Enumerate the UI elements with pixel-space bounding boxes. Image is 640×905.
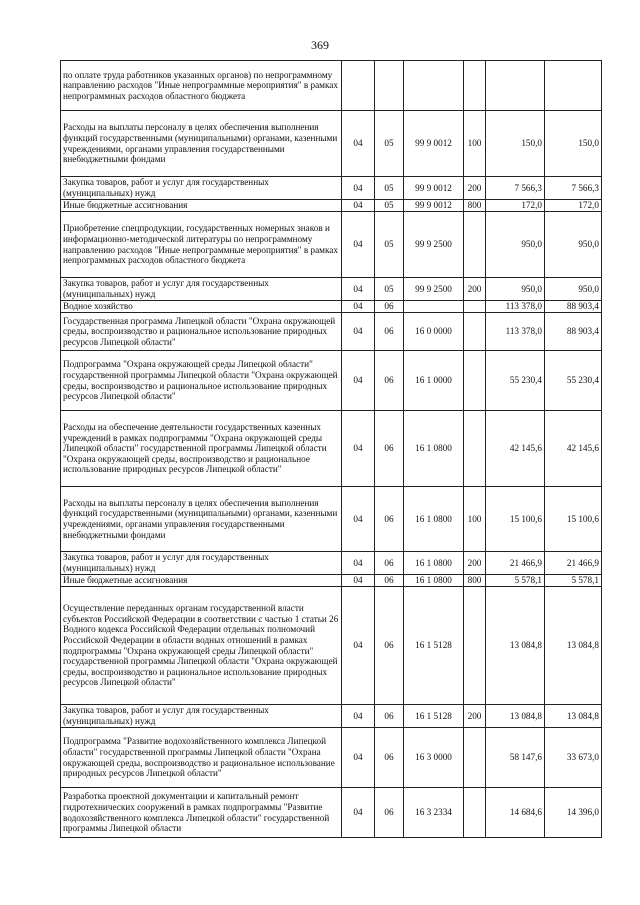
- item-name: Подпрограмма "Развитие водохозяйственного комплекса Липецкой области" государственной программы Липецкой области "Охрана окружающей среды, воспроизводство и рациональное использование природных ресурсов Липецкой области": [61, 728, 342, 788]
- target-article-code: [404, 61, 464, 111]
- budget-table-body: [61, 61, 602, 838]
- expense-type-code: 200: [464, 705, 486, 728]
- amount-year-2: 88 903,4: [545, 313, 602, 351]
- table-row: [61, 552, 602, 575]
- item-name: Разработка проектной документации и капитальный ремонт гидротехнических сооружений в рамках подпрограммы "Развитие водохозяйственного комплекса Липецкой области" государственной программы Липецкой области: [61, 788, 342, 838]
- section-code: 05: [375, 200, 404, 212]
- item-name: Подпрограмма "Охрана окружающей среды Липецкой области" государственной программы Липецкой области "Охрана окружающей среды, воспроизводство и рациональное использование природных ресурсов Липецкой области": [61, 351, 342, 411]
- table-row: [61, 278, 602, 301]
- item-name: Государственная программа Липецкой области "Охрана окружающей среды, воспроизводство и рациональное использование природных ресурсов Липецкой области": [61, 313, 342, 351]
- section-code: 06: [375, 313, 404, 351]
- ministry-code: 04: [342, 552, 375, 575]
- amount-year-1: 58 147,6: [486, 728, 545, 788]
- amount-year-1: 5 578,1: [486, 575, 545, 587]
- amount-year-2: 15 100,6: [545, 487, 602, 552]
- table-row: [61, 200, 602, 212]
- table-row: [61, 212, 602, 278]
- expense-type-code: 200: [464, 552, 486, 575]
- ministry-code: 04: [342, 111, 375, 177]
- amount-year-2: 950,0: [545, 278, 602, 301]
- section-code: 05: [375, 212, 404, 278]
- table-row: [61, 587, 602, 705]
- amount-year-1: 7 566,3: [486, 177, 545, 200]
- amount-year-1: 42 145,6: [486, 411, 545, 487]
- amount-year-1: 15 100,6: [486, 487, 545, 552]
- table-row: [61, 487, 602, 552]
- section-code: 05: [375, 278, 404, 301]
- item-name: по оплате труда работников указанных органов) по непрограммному направлению расходов "Иные непрограммные мероприятия" в рамках непрограммных расходов областного бюджета: [61, 61, 342, 111]
- expense-type-code: [464, 351, 486, 411]
- ministry-code: 04: [342, 278, 375, 301]
- amount-year-1: 55 230,4: [486, 351, 545, 411]
- expense-type-code: [464, 61, 486, 111]
- section-code: 06: [375, 351, 404, 411]
- table-row: [61, 788, 602, 838]
- amount-year-2: 7 566,3: [545, 177, 602, 200]
- section-code: 06: [375, 552, 404, 575]
- section-code: 06: [375, 411, 404, 487]
- target-article-code: 16 1 0800: [404, 575, 464, 587]
- target-article-code: 99 9 0012: [404, 200, 464, 212]
- ministry-code: 04: [342, 301, 375, 313]
- item-name: Закупка товаров, работ и услуг для государственных (муниципальных) нужд: [61, 705, 342, 728]
- amount-year-2: 88 903,4: [545, 301, 602, 313]
- item-name: Расходы на выплаты персоналу в целях обеспечения выполнения функций государственными (муниципальными) органами, казенными учреждениями, органами управления государственными внебюджетными фондами: [61, 111, 342, 177]
- section-code: 06: [375, 575, 404, 587]
- section-code: 06: [375, 728, 404, 788]
- target-article-code: 16 1 0800: [404, 552, 464, 575]
- amount-year-2: 5 578,1: [545, 575, 602, 587]
- section-code: 06: [375, 788, 404, 838]
- item-name: Расходы на обеспечение деятельности государственных казенных учреждений в рамках подпрограммы "Охрана окружающей среды Липецкой области" государственной программы Липецкой области "Охрана окружающей среды, воспроизводство и рациональное использование природных ресурсов Липецкой области": [61, 411, 342, 487]
- item-name: Осуществление переданных органам государственной власти субъектов Российской Федерации в соответствии с частью 1 статьи 26 Водного кодекса Российской Федерации отдельных полномочий Российской Федерации в области водных отношений в рамках подпрограммы "Охрана окружающей среды Липецкой области" государственной программы Липецкой области "Охрана окружающей среды, воспроизводство и рациональное использование природных ресурсов Липецкой области": [61, 587, 342, 705]
- ministry-code: 04: [342, 575, 375, 587]
- amount-year-1: 14 684,6: [486, 788, 545, 838]
- ministry-code: 04: [342, 587, 375, 705]
- ministry-code: 04: [342, 212, 375, 278]
- amount-year-1: [486, 61, 545, 111]
- table-row: [61, 411, 602, 487]
- expense-type-code: [464, 728, 486, 788]
- table-row: [61, 575, 602, 587]
- ministry-code: 04: [342, 313, 375, 351]
- section-code: 06: [375, 301, 404, 313]
- ministry-code: 04: [342, 177, 375, 200]
- table-row: [61, 111, 602, 177]
- ministry-code: 04: [342, 487, 375, 552]
- item-name: Иные бюджетные ассигнования: [61, 575, 342, 587]
- expense-type-code: [464, 788, 486, 838]
- amount-year-1: 13 084,8: [486, 587, 545, 705]
- target-article-code: 16 1 5128: [404, 587, 464, 705]
- amount-year-2: 950,0: [545, 212, 602, 278]
- ministry-code: 04: [342, 705, 375, 728]
- page-number: 369: [311, 38, 329, 52]
- ministry-code: 04: [342, 728, 375, 788]
- target-article-code: 99 9 2500: [404, 278, 464, 301]
- target-article-code: 16 1 0800: [404, 487, 464, 552]
- budget-table: [60, 60, 602, 838]
- item-name: Приобретение спецпродукции, государственных номерных знаков и информационно-методической литературы по непрограммному направлению расходов "Иные непрограммные мероприятия" в рамках непрограммных расходов областного бюджета: [61, 212, 342, 278]
- target-article-code: 99 9 2500: [404, 212, 464, 278]
- section-code: 06: [375, 487, 404, 552]
- item-name: Закупка товаров, работ и услуг для государственных (муниципальных) нужд: [61, 552, 342, 575]
- target-article-code: 99 9 0012: [404, 111, 464, 177]
- ministry-code: 04: [342, 200, 375, 212]
- target-article-code: 16 1 0000: [404, 351, 464, 411]
- amount-year-1: 150,0: [486, 111, 545, 177]
- amount-year-2: 42 145,6: [545, 411, 602, 487]
- expense-type-code: 800: [464, 200, 486, 212]
- section-code: 05: [375, 177, 404, 200]
- table-row: [61, 61, 602, 111]
- table-row: [61, 705, 602, 728]
- ministry-code: 04: [342, 788, 375, 838]
- table-row: [61, 301, 602, 313]
- item-name: Закупка товаров, работ и услуг для государственных (муниципальных) нужд: [61, 278, 342, 301]
- expense-type-code: [464, 313, 486, 351]
- amount-year-1: 113 378,0: [486, 301, 545, 313]
- amount-year-2: 172,0: [545, 200, 602, 212]
- expense-type-code: [464, 301, 486, 313]
- expense-type-code: 100: [464, 111, 486, 177]
- expense-type-code: [464, 212, 486, 278]
- amount-year-1: 172,0: [486, 200, 545, 212]
- amount-year-1: 113 378,0: [486, 313, 545, 351]
- target-article-code: 16 1 0800: [404, 411, 464, 487]
- amount-year-1: 21 466,9: [486, 552, 545, 575]
- section-code: 06: [375, 705, 404, 728]
- amount-year-2: 150,0: [545, 111, 602, 177]
- expense-type-code: 200: [464, 177, 486, 200]
- target-article-code: 16 3 0000: [404, 728, 464, 788]
- table-row: [61, 728, 602, 788]
- target-article-code: 16 0 0000: [404, 313, 464, 351]
- amount-year-2: [545, 61, 602, 111]
- table-row: [61, 177, 602, 200]
- table-row: [61, 351, 602, 411]
- table-row: [61, 313, 602, 351]
- amount-year-2: 33 673,0: [545, 728, 602, 788]
- item-name: Водное хозяйство: [61, 301, 342, 313]
- amount-year-1: 13 084,8: [486, 705, 545, 728]
- section-code: 06: [375, 587, 404, 705]
- ministry-code: 04: [342, 351, 375, 411]
- expense-type-code: 200: [464, 278, 486, 301]
- expense-type-code: 800: [464, 575, 486, 587]
- amount-year-1: 950,0: [486, 278, 545, 301]
- target-article-code: [404, 301, 464, 313]
- target-article-code: 16 1 5128: [404, 705, 464, 728]
- section-code: [375, 61, 404, 111]
- item-name: Закупка товаров, работ и услуг для государственных (муниципальных) нужд: [61, 177, 342, 200]
- item-name: Иные бюджетные ассигнования: [61, 200, 342, 212]
- amount-year-1: 950,0: [486, 212, 545, 278]
- amount-year-2: 13 084,8: [545, 705, 602, 728]
- amount-year-2: 21 466,9: [545, 552, 602, 575]
- expense-type-code: [464, 411, 486, 487]
- item-name: Расходы на выплаты персоналу в целях обеспечения выполнения функций государственными (муниципальными) органами, казенными учреждениями, органами управления государственными внебюджетными фондами: [61, 487, 342, 552]
- expense-type-code: 100: [464, 487, 486, 552]
- amount-year-2: 14 396,0: [545, 788, 602, 838]
- ministry-code: [342, 61, 375, 111]
- amount-year-2: 55 230,4: [545, 351, 602, 411]
- section-code: 05: [375, 111, 404, 177]
- amount-year-2: 13 084,8: [545, 587, 602, 705]
- target-article-code: 99 9 0012: [404, 177, 464, 200]
- ministry-code: 04: [342, 411, 375, 487]
- expense-type-code: [464, 587, 486, 705]
- target-article-code: 16 3 2334: [404, 788, 464, 838]
